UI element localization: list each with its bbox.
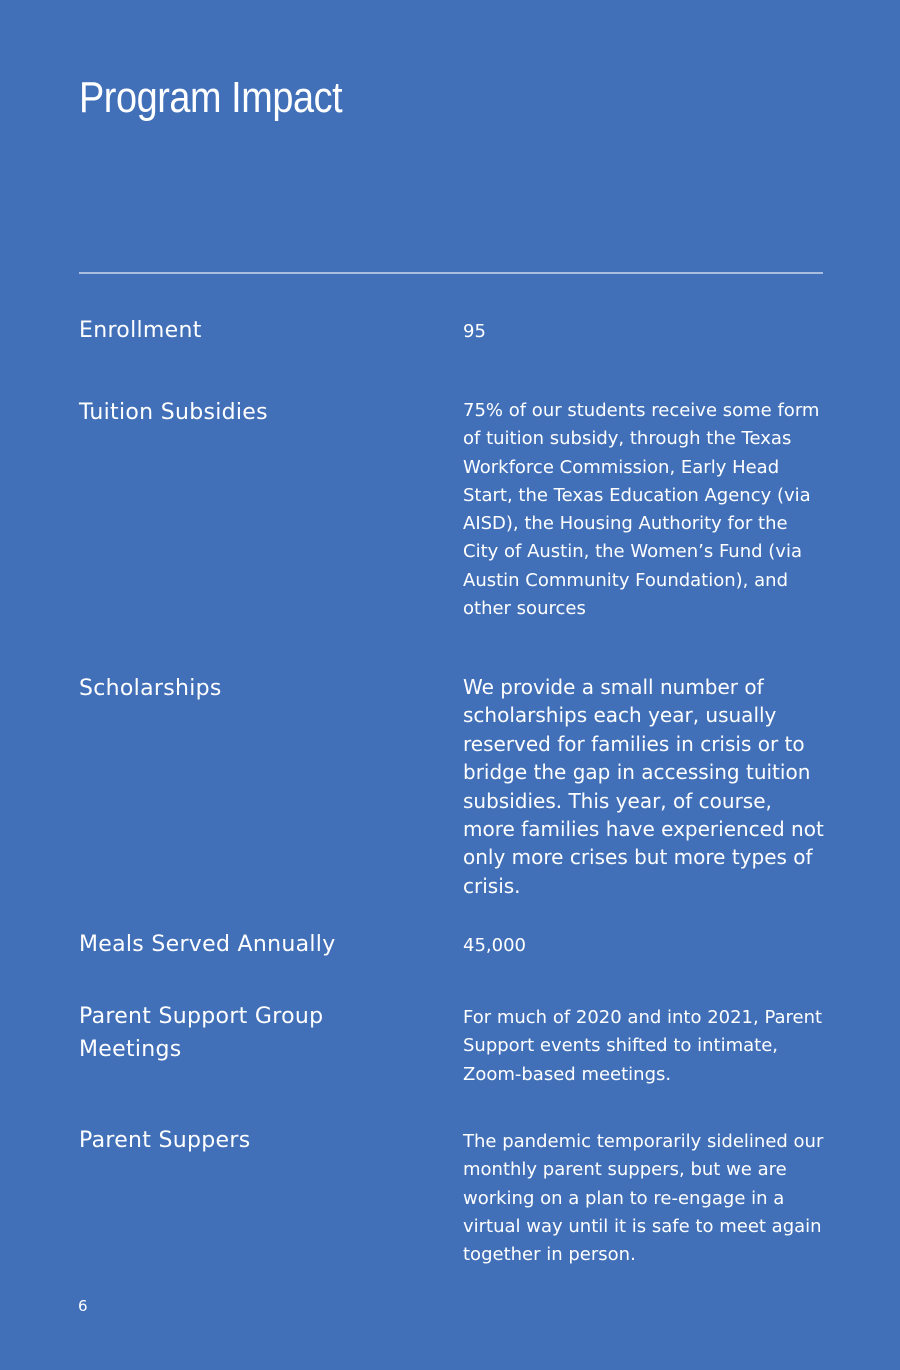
- row-label-enrollment: Enrollment: [79, 318, 202, 343]
- title-divider: [79, 272, 823, 274]
- row-value-meals-served: 45,000: [463, 935, 526, 956]
- row-label-meals-served: Meals Served Annually: [79, 932, 336, 957]
- row-value-scholarships: We provide a small number of scholarships each year, usually reserved for families in crisis or to bridge the gap in accessing tuition subsidies. This year, of course, more families have experienced not only more crises but more types of crisis.: [463, 675, 824, 898]
- row-value-enrollment: 95: [463, 321, 486, 342]
- row-label-scholarships: Scholarships: [79, 676, 222, 701]
- row-label-parent-support-group: Parent Support Group Meetings: [79, 1004, 324, 1062]
- row-label-tuition-subsidies: Tuition Subsidies: [79, 400, 268, 425]
- page-title: Program Impact: [79, 73, 343, 122]
- row-value-tuition-subsidies: 75% of our students receive some form of tuition subsidy, through the Texas Workforce Commission, Early Head Start, the Texas Education Agency (via AISD), the Housing Authority for the City of Austin, the Women’s Fund (via Austin Community Foundation), and other sources: [463, 400, 820, 620]
- page-number: 6: [78, 1297, 88, 1315]
- row-label-parent-suppers: Parent Suppers: [79, 1128, 251, 1153]
- row-value-parent-suppers: The pandemic temporarily sidelined our monthly parent suppers, but we are working on a plan to re-engage in a virtual way until it is safe to meet again together in person.: [463, 1131, 824, 1266]
- row-value-parent-support-group: For much of 2020 and into 2021, Parent Support events shifted to intimate, Zoom-based meetings.: [463, 1007, 823, 1085]
